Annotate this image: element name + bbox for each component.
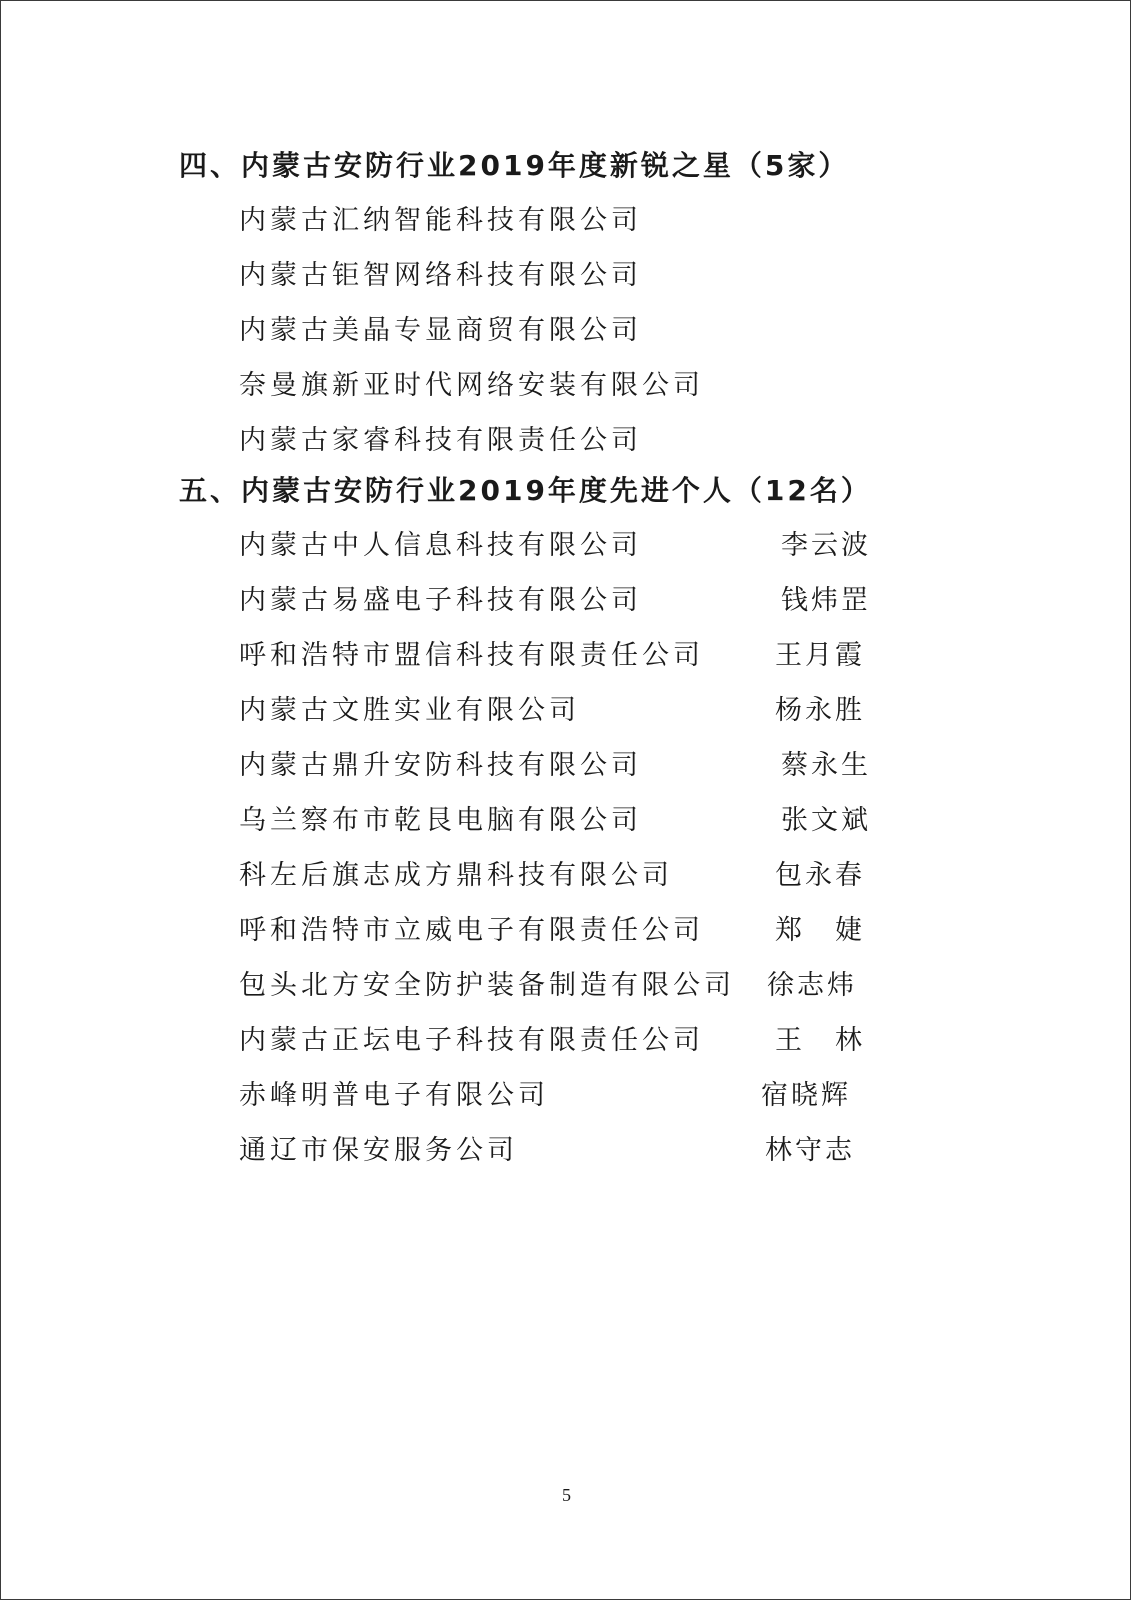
company-name: 内蒙古美晶专显商贸有限公司 bbox=[239, 315, 642, 346]
section-five-heading: 五、内蒙古安防行业2019年度先进个人（12名） bbox=[179, 474, 872, 507]
person-name: 徐志炜 bbox=[767, 970, 857, 1001]
person-name: 钱炜罡 bbox=[781, 585, 871, 616]
company-name: 内蒙古家睿科技有限责任公司 bbox=[239, 425, 642, 456]
person-name: 王月霞 bbox=[775, 640, 865, 671]
company-name: 呼和浩特市立威电子有限责任公司 bbox=[239, 915, 704, 946]
table-row bbox=[239, 583, 899, 638]
company-name: 内蒙古正坛电子科技有限责任公司 bbox=[239, 1025, 704, 1056]
table-row bbox=[239, 528, 899, 583]
list-item bbox=[239, 368, 899, 423]
company-name: 包头北方安全防护装备制造有限公司 bbox=[239, 970, 735, 1001]
page-number: 5 bbox=[562, 1485, 571, 1505]
company-name: 内蒙古中人信息科技有限公司 bbox=[239, 530, 642, 561]
table-row bbox=[239, 1133, 899, 1188]
table-row bbox=[239, 1078, 899, 1133]
table-row bbox=[239, 803, 899, 858]
person-name: 蔡永生 bbox=[781, 750, 871, 781]
person-name: 张文斌 bbox=[781, 805, 871, 836]
company-name: 赤峰明普电子有限公司 bbox=[239, 1080, 549, 1111]
company-name: 内蒙古易盛电子科技有限公司 bbox=[239, 585, 642, 616]
company-name: 内蒙古汇纳智能科技有限公司 bbox=[239, 205, 642, 236]
person-name: 李云波 bbox=[781, 530, 871, 561]
company-name: 呼和浩特市盟信科技有限责任公司 bbox=[239, 640, 704, 671]
company-name: 乌兰察布市乾艮电脑有限公司 bbox=[239, 805, 642, 836]
section-four-list bbox=[239, 203, 899, 478]
table-row bbox=[239, 693, 899, 748]
company-name: 内蒙古鼎升安防科技有限公司 bbox=[239, 750, 642, 781]
list-item bbox=[239, 258, 899, 313]
section-four-heading: 四、内蒙古安防行业2019年度新锐之星（5家） bbox=[179, 149, 850, 182]
table-row bbox=[239, 638, 899, 693]
table-row bbox=[239, 858, 899, 913]
company-name: 内蒙古钜智网络科技有限公司 bbox=[239, 260, 642, 291]
section-five-list bbox=[239, 528, 899, 1188]
person-name: 杨永胜 bbox=[775, 695, 865, 726]
person-name: 王 林 bbox=[775, 1025, 865, 1056]
person-name: 林守志 bbox=[765, 1135, 855, 1166]
company-name: 奈曼旗新亚时代网络安装有限公司 bbox=[239, 370, 704, 401]
company-name: 内蒙古文胜实业有限公司 bbox=[239, 695, 580, 726]
list-item bbox=[239, 203, 899, 258]
list-item bbox=[239, 313, 899, 368]
table-row bbox=[239, 748, 899, 803]
table-row bbox=[239, 913, 899, 968]
person-name: 包永春 bbox=[775, 860, 865, 891]
company-name: 通辽市保安服务公司 bbox=[239, 1135, 518, 1166]
table-row bbox=[239, 1023, 899, 1078]
company-name: 科左后旗志成方鼎科技有限公司 bbox=[239, 860, 673, 891]
table-row bbox=[239, 968, 899, 1023]
list-item bbox=[239, 423, 899, 478]
person-name: 宿晓辉 bbox=[761, 1080, 851, 1111]
person-name: 郑 婕 bbox=[775, 915, 865, 946]
